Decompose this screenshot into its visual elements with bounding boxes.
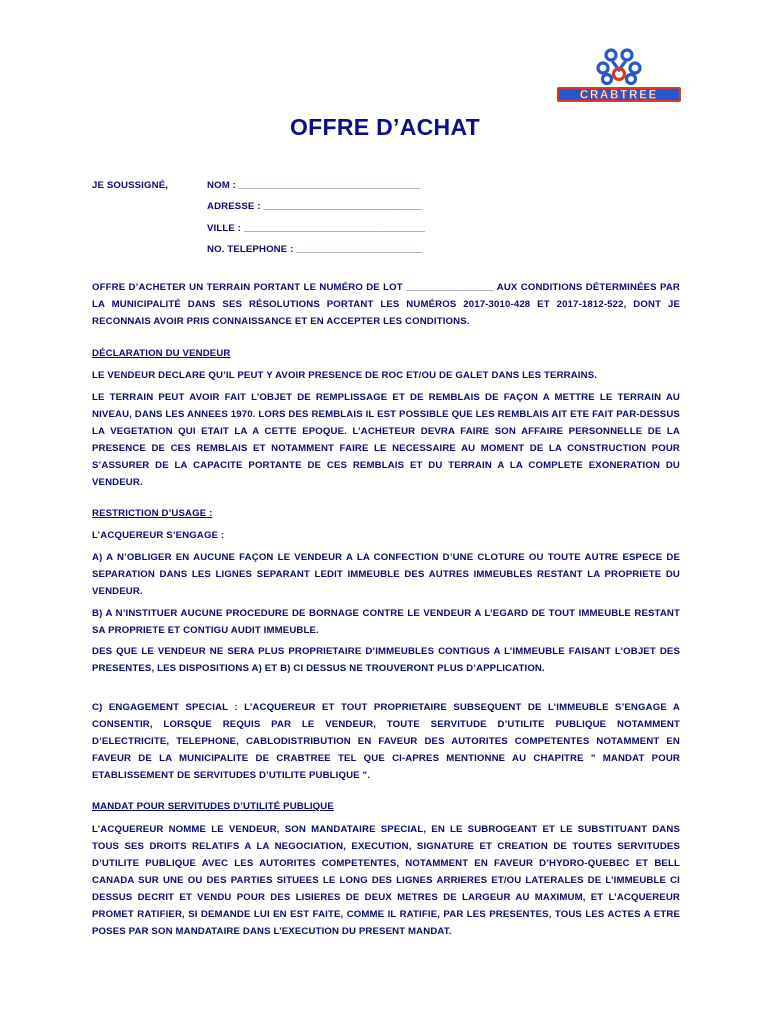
- soussigne-label: JE SOUSSIGNÉ,: [92, 180, 169, 191]
- mandat-paragraph: L’ACQUEREUR NOMME LE VENDEUR, SON MANDATAIRE SPECIAL, EN LE SUBROGEANT ET LE SUBSTITUANT DANS TOUS SES DROITS RELATIFS A LA NEGOCIATION, EXECUTION, SIGNATURE ET CREATION DE TOUTES SERVITUDES D’UTILITE PUBLIQUE AVEC LES AUTORITES COMPETENTES, NOTAMMENT EN FAVEUR D’HYDRO-QUEBEC ET BELL CANADA SUR UNE OU DES PARTIES SITUEES LE LONG DES LIGNES ARRIERES ET/OU LATERALES DE L’IMMEUBLE CI DESSUS DECRIT ET VENDU POUR DES LISIERES DE DEUX METRES DE LARGEUR AU MAXIMUM, ET L’ACQUEREUR PROMET RATIFIER, SI DEMANDE LUI EN EST FAITE, COMME IL RATIFIE, PAR LES PRESENTES, TOUS LES ACTES A ETRE POSES PAR SON MANDATAIRE DANS L’EXECUTION DU PRESENT MANDAT.: [92, 824, 680, 937]
- crabtree-logo: [555, 48, 683, 106]
- restriction-heading: RESTRICTION D’USAGE :: [92, 508, 213, 519]
- restriction-a: A) A N’OBLIGER EN AUCUNE FAÇON LE VENDEUR A LA CONFECTION D’UNE CLOTURE OU TOUTE AUTRE ESPECE DE SEPARATION DANS LES LIGNES SEPARANT LEDIT IMMEUBLE DES AUTRES IMMEUBLES RESTANT LA PROPRIETE DU VENDEUR.: [92, 552, 680, 597]
- offer-paragraph: OFFRE D’ACHETER UN TERRAIN PORTANT LE NUMÉRO DE LOT ________________ AUX CONDITIONS DÉTERMINÉES PAR LA MUNICIPALITÉ DANS SES RÉSOLUTIONS PORTANT LES NUMÉROS 2017-3010-428 ET 2017-1812-522, DONT JE RECONNAIS AVOIR PRIS CONNAISSANCE ET EN ACCEPTER LES CONDITIONS.: [92, 282, 680, 327]
- page-title: OFFRE D’ACHAT: [289, 114, 480, 140]
- restriction-b: B) A N’INSTITUER AUCUNE PROCEDURE DE BORNAGE CONTRE LE VENDEUR A L’EGARD DE TOUT IMMEUBLE RESTANT SA PROPRIETE ET CONTIGU AUDIT IMMEUBLE.: [92, 608, 680, 636]
- declaration-paragraph-1: LE VENDEUR DECLARE QU’IL PEUT Y AVOIR PRESENCE DE ROC ET/OU DE GALET DANS LES TERRAINS.: [92, 370, 598, 381]
- adresse-field: ADRESSE : _____________________________: [207, 201, 423, 212]
- declaration-paragraph-2: LE TERRAIN PEUT AVOIR FAIT L’OBJET DE REMPLISSAGE ET DE REMBLAIS DE FAÇON A METTRE LE TERRAIN AU NIVEAU, DANS LES ANNEES 1970. LORS DES REMBLAIS IL EST POSSIBLE QUE LES REMBLAIS AIT ETE FAIT PAR-DESSUS LA VEGETATION QUI ETAIT LA A CETTE EPOQUE. L’ACHETEUR DEVRA FAIRE SON AFFAIRE PERSONNELLE DE LA PRESENCE DE CES REMBLAIS ET NOTAMMENT FAIRE LE NECESSAIRE AU MOMENT DE LA CONSTRUCTION POUR S’ASSURER DE LA CAPACITE PORTANTE DE CES REMBLAIS ET DU TERRAIN A LA COMPLETE EXONERATION DU VENDEUR.: [92, 392, 680, 488]
- mandat-heading: MANDAT POUR SERVITUDES D’UTILITÉ PUBLIQUE: [92, 801, 334, 812]
- logo-text: CRABTREE: [579, 89, 659, 102]
- restriction-c: C) ENGAGEMENT SPECIAL : L’ACQUEREUR ET TOUT PROPRIETAIRE SUBSEQUENT DE L’IMMEUBLE S’ENGAGE A CONSENTIR, LORSQUE REQUIS PAR LE VENDEUR, TOUTE SERVITUDE D’UTILITE PUBLIQUE NOTAMMENT D’ELECTRICITE, TELEPHONE, CABLODISTRIBUTION EN FAVEUR DES AUTORITES COMPETENTES NOTAMMENT EN FAVEUR DE LA MUNICIPALITE DE CRABTREE TEL QUE CI-APRES MENTIONNE AU CHAPITRE " MANDAT POUR ETABLISSEMENT DE SERVITUDES D’UTILITE PUBLIQUE ".: [92, 702, 680, 781]
- restriction-des: DES QUE LE VENDEUR NE SERA PLUS PROPRIETAIRE D’IMMEUBLES CONTIGUS A L’IMMEUBLE FAISANT L’OBJET DES PRESENTES, LES DISPOSITIONS A) ET B) CI DESSUS NE TROUVERONT PLUS D’APPLICATION.: [92, 646, 680, 674]
- nom-field: NOM : _________________________________: [207, 180, 420, 191]
- engage-label: L’ACQUEREUR S’ENGAGE :: [92, 530, 225, 541]
- declaration-heading: DÉCLARATION DU VENDEUR: [92, 348, 231, 359]
- telephone-field: NO. TELEPHONE : _______________________: [207, 244, 423, 255]
- ville-field: VILLE : _________________________________: [207, 223, 425, 234]
